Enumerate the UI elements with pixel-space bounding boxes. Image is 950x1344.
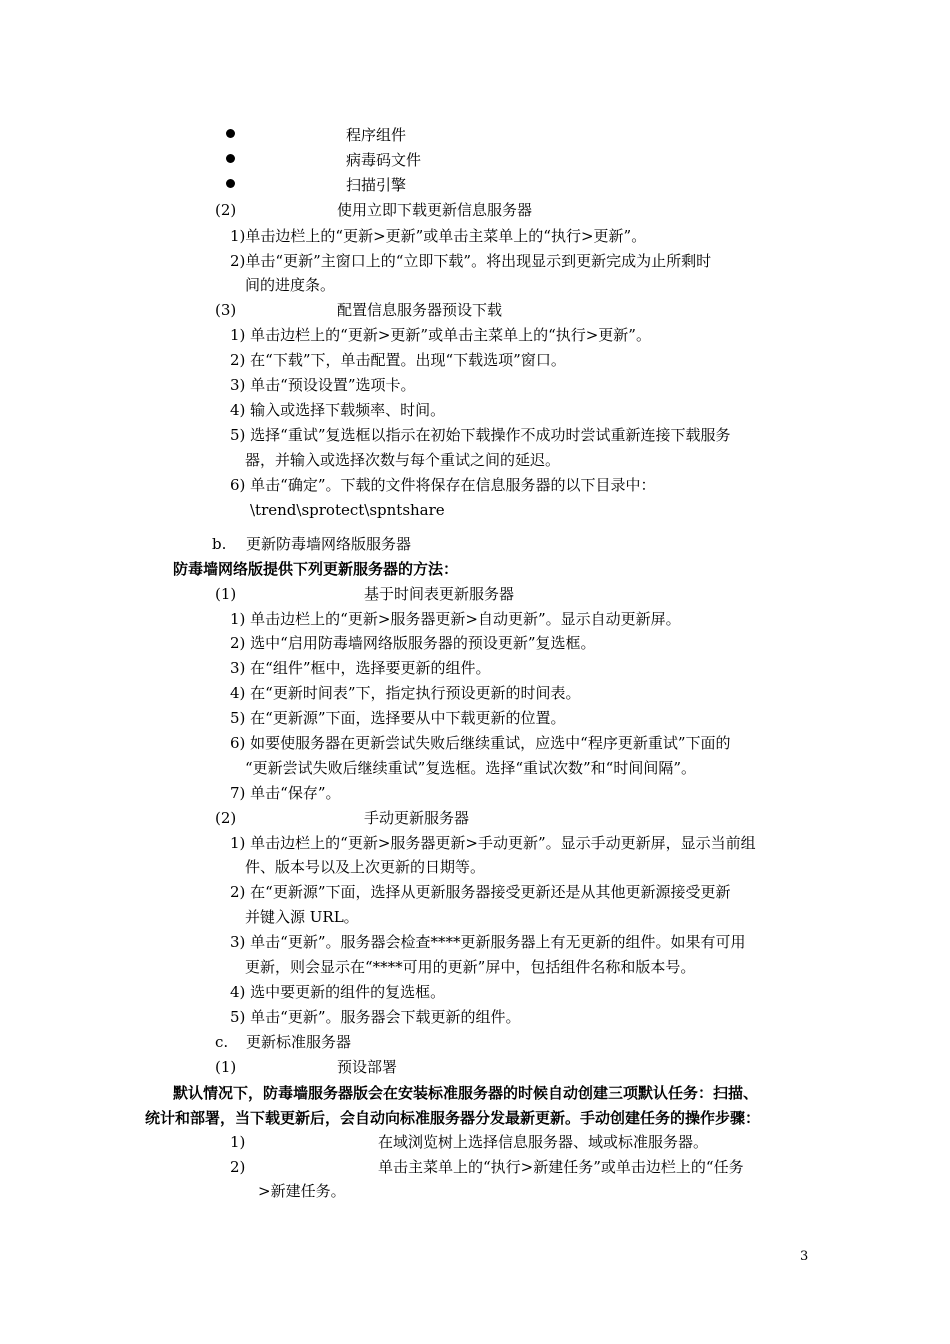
step-text-continued: 间的进度条。 (245, 276, 336, 294)
step-text: 3) 在“组件”框中，选择要更新的组件。 (230, 659, 491, 677)
step-text: 3) 单击“更新”。服务器会检查****更新服务器上有无更新的组件。如果有可用 (230, 933, 746, 951)
step-text-continued: >新建任务。 (258, 1182, 346, 1200)
intro-paragraph: 防毒墙网络版提供下列更新服务器的方法： (173, 560, 459, 578)
step-text: 5) 选择“重试”复选框以指示在初始下载操作不成功时尝试重新连接下载服务 (230, 426, 731, 444)
section-number: (3) (215, 301, 237, 319)
step-number: 1) (230, 1133, 246, 1151)
section-heading: 使用立即下载更新信息服务器 (337, 201, 533, 219)
section-heading: 预设部署 (337, 1058, 398, 1076)
bullet-dot-icon (226, 154, 235, 163)
step-text: 4) 输入或选择下载频率、时间。 (230, 401, 446, 419)
step-text-continued: 件、版本号以及上次更新的日期等。 (245, 858, 486, 876)
step-text-continued: “更新尝试失败后继续重试”复选框。选择“重试次数”和“时间间隔”。 (245, 759, 697, 777)
section-number: (2) (215, 201, 237, 219)
step-text-continued: 器，并输入或选择次数与每个重试之间的延迟。 (245, 451, 561, 469)
step-text: 2)单击“更新”主窗口上的“立即下载”。将出现显示到更新完成为止所剩时 (230, 252, 712, 270)
section-heading: 配置信息服务器预设下载 (337, 301, 503, 319)
step-text: 4) 在“更新时间表”下，指定执行预设更新的时间表。 (230, 684, 581, 702)
step-text: 3) 单击“预设设置”选项卡。 (230, 376, 416, 394)
step-text: 5) 单击“更新”。服务器会下载更新的组件。 (230, 1008, 521, 1026)
subsection-heading: 更新防毒墙网络版服务器 (246, 535, 412, 553)
step-text: 7) 单击“保存”。 (230, 784, 341, 802)
section-number: (2) (215, 809, 237, 827)
step-text: 4) 选中要更新的组件的复选框。 (230, 983, 446, 1001)
section-heading: 基于时间表更新服务器 (364, 585, 515, 603)
step-text: 1) 单击边栏上的“更新>更新”或单击主菜单上的“执行>更新”。 (230, 326, 651, 344)
bold-paragraph-continued: 统计和部署，当下载更新后，会自动向标准服务器分发最新更新。手动创建任务的操作步骤： (145, 1109, 761, 1127)
step-text: 6) 单击“确定”。下载的文件将保存在信息服务器的以下目录中： (230, 476, 656, 494)
step-text: 5) 在“更新源”下面，选择要从中下载更新的位置。 (230, 709, 566, 727)
step-text: 6) 如要使服务器在更新尝试失败后继续重试，应选中“程序更新重试”下面的 (230, 734, 731, 752)
step-text-continued: 更新，则会显示在“****可用的更新”屏中，包括组件名称和版本号。 (245, 958, 696, 976)
step-number: 2) (230, 1158, 246, 1176)
section-number: (1) (215, 1058, 237, 1076)
subsection-label: b. (212, 535, 227, 553)
directory-path: \trend\sprotect\spntshare (250, 501, 445, 519)
section-heading: 手动更新服务器 (364, 809, 470, 827)
step-text: 1) 单击边栏上的“更新>服务器更新>自动更新”。显示自动更新屏。 (230, 610, 681, 628)
step-text-continued: 并键入源 URL。 (245, 908, 359, 926)
step-text: 2) 选中“启用防毒墙网络版服务器的预设更新”复选框。 (230, 634, 596, 652)
step-text: 2) 在“下载”下，单击配置。出现“下载选项”窗口。 (230, 351, 566, 369)
step-text: 单击主菜单上的“执行>新建任务”或单击边栏上的“任务 (378, 1158, 744, 1176)
step-text: 1)单击边栏上的“更新>更新”或单击主菜单上的“执行>更新”。 (230, 227, 647, 245)
bullet-item: 病毒码文件 (346, 151, 422, 169)
bullet-item: 程序组件 (346, 126, 407, 144)
step-text: 2) 在“更新源”下面，选择从更新服务器接受更新还是从其他更新源接受更新 (230, 883, 731, 901)
bullet-dot-icon (226, 129, 235, 138)
section-number: (1) (215, 585, 237, 603)
step-text: 在域浏览树上选择信息服务器、域或标准服务器。 (378, 1133, 709, 1151)
page-number: 3 (800, 1249, 809, 1264)
subsection-heading: 更新标准服务器 (246, 1033, 352, 1051)
bullet-dot-icon (226, 179, 235, 188)
bullet-item: 扫描引擎 (346, 176, 407, 194)
step-text: 1) 单击边栏上的“更新>服务器更新>手动更新”。显示手动更新屏，显示当前组 (230, 834, 756, 852)
bold-paragraph: 默认情况下，防毒墙服务器版会在安装标准服务器的时候自动创建三项默认任务：扫描、 (173, 1084, 759, 1102)
subsection-label: c. (215, 1033, 229, 1051)
